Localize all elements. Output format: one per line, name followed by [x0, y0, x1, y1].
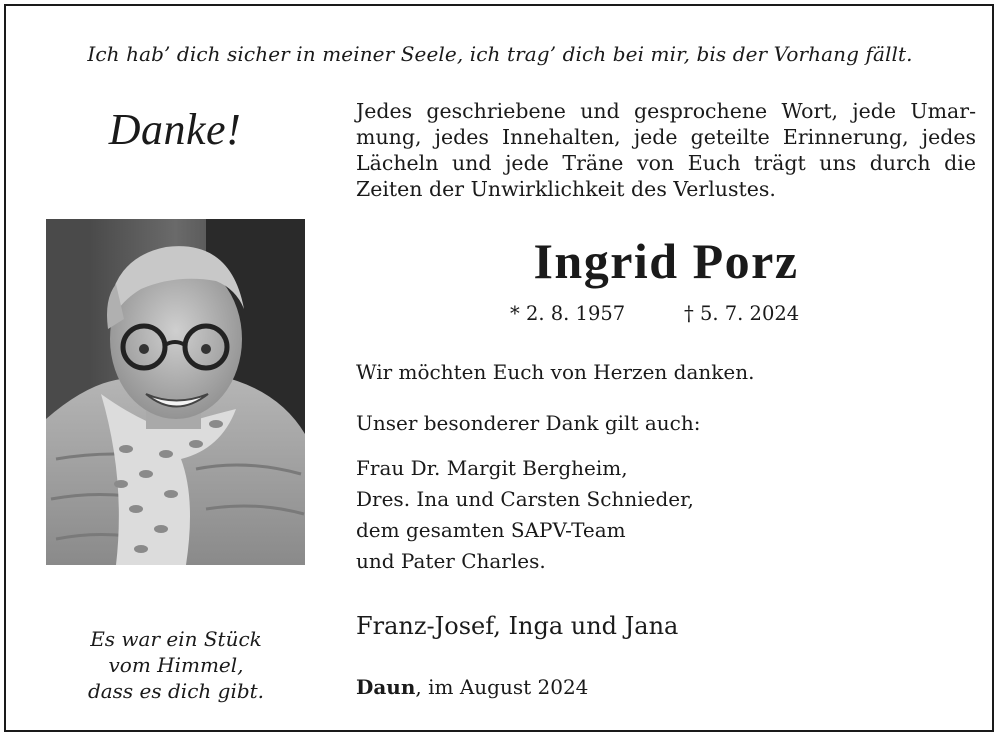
thanks-list-item: Dres. Ina und Carsten Schnieder,	[356, 487, 694, 511]
birth-date: * 2. 8. 1957	[510, 302, 626, 325]
thanks-line: Wir möchten Euch von Herzen danken.	[356, 360, 755, 384]
death-date: † 5. 7. 2024	[684, 302, 800, 325]
place-name: Daun	[356, 675, 416, 699]
deceased-name: Ingrid Porz	[533, 233, 799, 289]
danke-heading: Danke!	[108, 105, 242, 154]
closing-quote	[46, 626, 306, 704]
family-names: Franz-Josef, Inga und Jana	[356, 612, 679, 640]
intro-line: Zeiten der Unwirklichkeit des Verlustes.	[356, 177, 776, 201]
date-text: , im August 2024	[415, 675, 589, 699]
intro-paragraph	[356, 98, 976, 202]
portrait-illustration	[46, 219, 305, 565]
quote-line: Es war ein Stück	[90, 627, 262, 651]
thanks-list-item: und Pater Charles.	[356, 549, 546, 573]
motto-quote: Ich hab’ dich sicher in meiner Seele, ich trag’ dich bei mir, bis der Vorhang fällt.	[87, 42, 913, 66]
intro-line: Jedes geschriebene und gesprochene Wort, jede Umar-	[356, 99, 976, 123]
portrait-photo	[46, 219, 305, 565]
intro-line: Lächeln und jede Träne von Euch trägt uns durch die	[356, 151, 976, 175]
quote-line: dass es dich gibt.	[87, 679, 265, 703]
intro-line: mung, jedes Innehalten, jede geteilte Erinnerung, jedes	[356, 125, 976, 149]
quote-line: vom Himmel,	[108, 653, 244, 677]
place-date	[356, 675, 588, 699]
thanks-list-item: dem gesamten SAPV-Team	[356, 518, 626, 542]
thanks-list-item: Frau Dr. Margit Bergheim,	[356, 456, 628, 480]
special-thanks-heading: Unser besonderer Dank gilt auch:	[356, 411, 701, 435]
